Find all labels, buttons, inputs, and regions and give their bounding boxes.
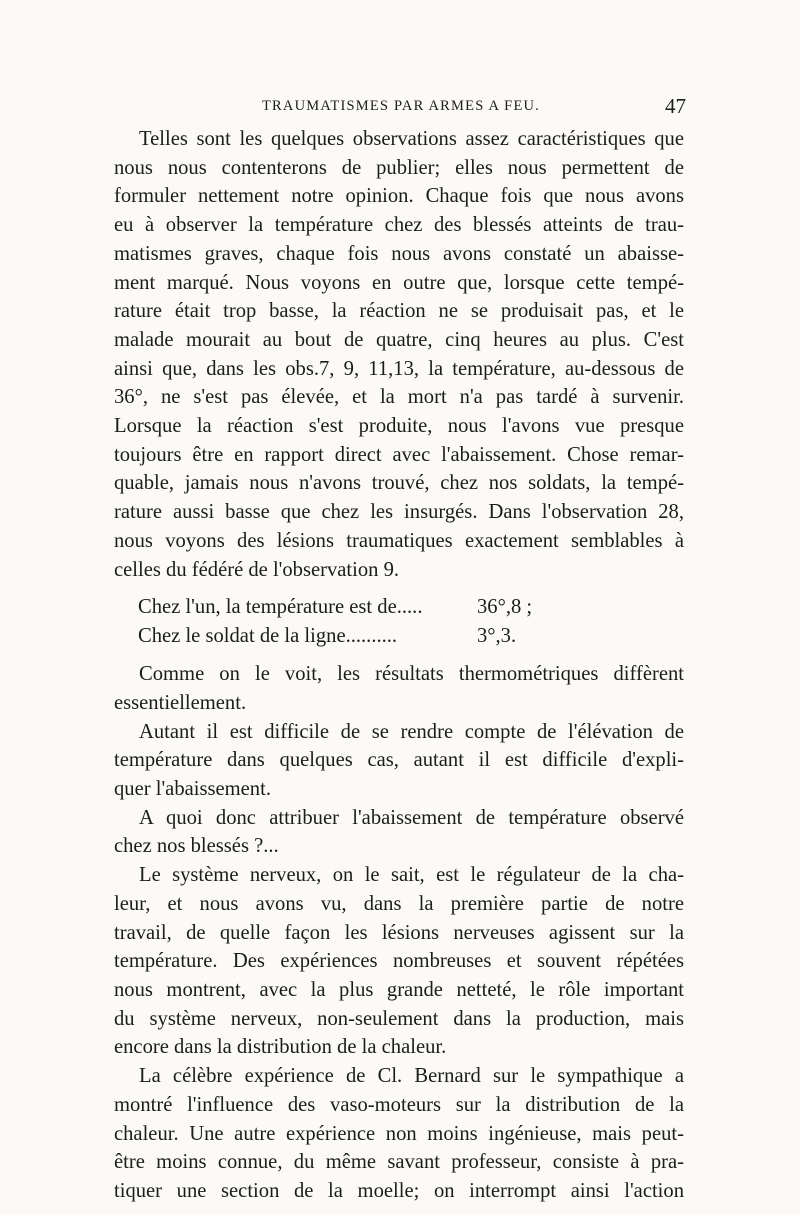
page-header [114, 96, 688, 120]
paragraphs-before [114, 125, 684, 584]
text-line: rature était trop basse, la réaction ne se produisait pas, et le [114, 300, 684, 323]
temperature-value: 3°,3. [477, 625, 517, 648]
text-line: leur, et nous avons vu, dans la première partie de notre [114, 892, 684, 915]
temperature-row [114, 593, 684, 622]
temperature-value: 36°,8 ; [477, 596, 533, 619]
paragraph [114, 804, 684, 861]
text-line: Le système nerveux, on le sait, est le régulateur de la cha- [139, 864, 684, 887]
text-line: celles du fédéré de l'observation 9. [114, 558, 400, 581]
text-line: eu à observer la température chez des blessés atteints de trau- [114, 214, 684, 237]
text-line: rature aussi basse que chez les insurgés. Dans l'observation 28, [114, 501, 684, 524]
text-line: toujours être en rapport direct avec l'abaissement. Chose remar- [114, 443, 684, 466]
temperature-row [114, 622, 684, 651]
text-line: tiquer une section de la moelle; on interrompt ainsi l'action [114, 1179, 684, 1202]
paragraphs-after [114, 660, 684, 1205]
text-line: chez nos blessés ?... [114, 835, 279, 858]
text-line: Comme on le voit, les résultats thermométriques diffèrent [139, 663, 684, 686]
temperature-label: Chez le soldat de la ligne.......... [138, 625, 398, 648]
temperature-label: Chez l'un, la température est de..... [138, 596, 423, 619]
paragraph [114, 718, 684, 804]
text-line: Autant il est difficile de se rendre compte de l'élévation de [139, 720, 684, 743]
text-line: formuler nettement notre opinion. Chaque fois que nous avons [114, 185, 684, 208]
paragraph [114, 125, 684, 584]
paragraph [114, 660, 684, 717]
text-line: ainsi que, dans les obs.7, 9, 11,13, la température, au-dessous de [114, 357, 684, 380]
paragraph [114, 861, 684, 1062]
text-line: nous voyons des lésions traumatiques exactement semblables à [114, 529, 684, 552]
text-line: température dans quelques cas, autant il est difficile d'expli- [114, 749, 684, 772]
text-line: nous nous contenterons de publier; elles nous permettent de [114, 156, 684, 179]
text-line: malade mourait au bout de quatre, cinq heures au plus. C'est [114, 328, 684, 351]
page-number: 47 [665, 94, 686, 118]
running-head: TRAUMATISMES PAR ARMES A FEU. [261, 98, 540, 114]
text-line: montré l'influence des vaso-moteurs sur la distribution de la [114, 1093, 684, 1116]
paragraph [114, 1062, 684, 1206]
text-line: matismes graves, chaque fois nous avons constaté un abaisse- [114, 242, 684, 265]
body-text [114, 125, 684, 1206]
text-line: quer l'abaissement. [114, 778, 271, 801]
text-line: température. Des expériences nombreuses et souvent répétées [114, 950, 684, 973]
text-line: nous montrent, avec la plus grande netteté, le rôle important [114, 978, 684, 1001]
temperature-list [114, 593, 684, 651]
text-line: chaleur. Une autre expérience non moins ingénieuse, mais peut- [114, 1122, 684, 1145]
text-line: A quoi donc attribuer l'abaissement de température observé [139, 806, 684, 829]
text-line: La célèbre expérience de Cl. Bernard sur le sympathique a [139, 1065, 684, 1088]
text-line: quable, jamais nous n'avons trouvé, chez nos soldats, la tempé- [114, 472, 684, 495]
text-line: essentiellement. [114, 691, 247, 714]
text-line: du système nerveux, non-seulement dans la production, mais [114, 1007, 684, 1030]
text-line: ment marqué. Nous voyons en outre que, lorsque cette tempé- [114, 271, 684, 294]
text-line: encore dans la distribution de la chaleur. [114, 1036, 447, 1059]
text-line: être moins connue, du même savant professeur, consiste à pra- [114, 1151, 684, 1174]
text-line: Telles sont les quelques observations assez caractéristiques que [139, 128, 684, 150]
text-line: travail, de quelle façon les lésions nerveuses agissent sur la [114, 921, 684, 944]
text-line: Lorsque la réaction s'est produite, nous l'avons vue presque [114, 415, 684, 438]
text-line: 36°, ne s'est pas élevée, et la mort n'a pas tardé à survenir. [114, 386, 684, 409]
